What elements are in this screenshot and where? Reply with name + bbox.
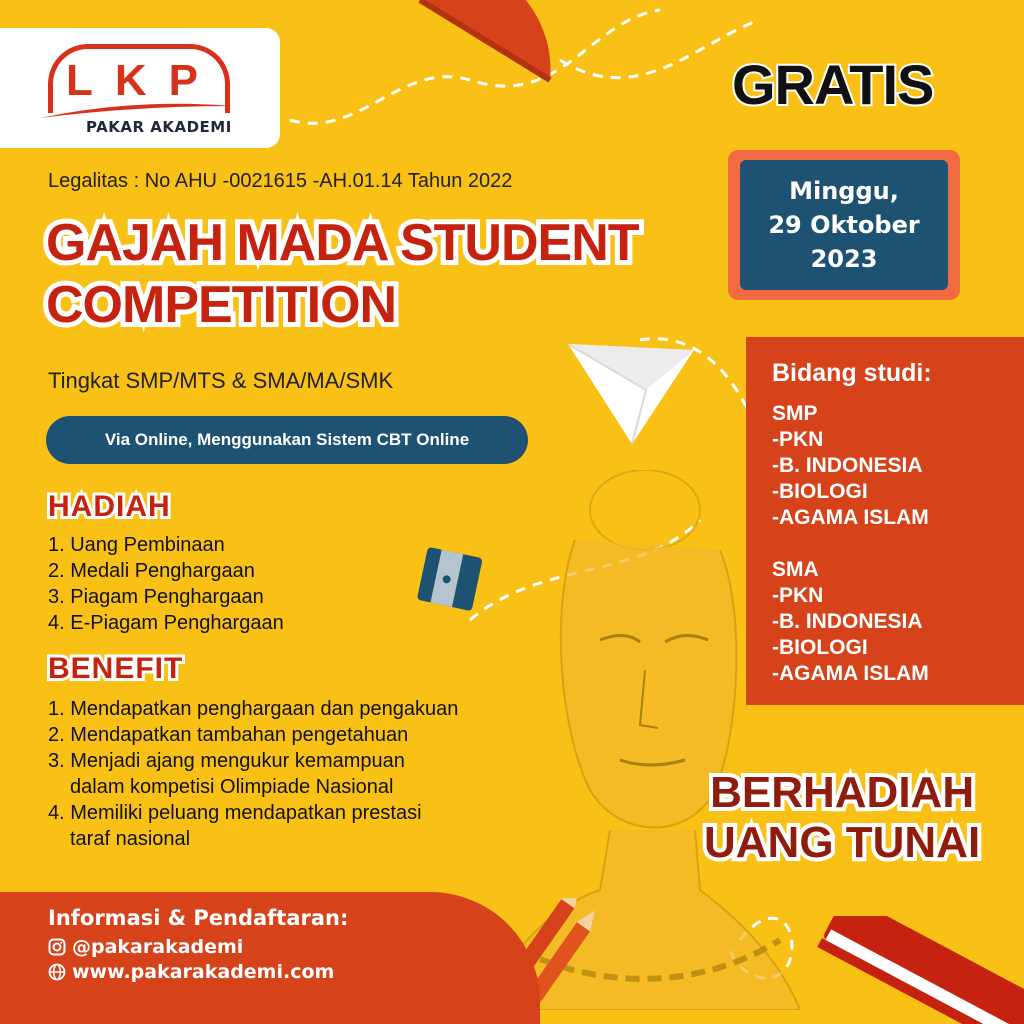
title-line-1: GAJAH MADA STUDENT xyxy=(46,214,639,272)
list-item: 4. Memiliki peluang mendapatkan prestasi xyxy=(48,802,422,824)
smp-label: SMP xyxy=(772,402,818,425)
prize-line-2: UANG TUNAI xyxy=(704,818,981,867)
page-title xyxy=(46,212,726,336)
instagram-icon xyxy=(48,938,66,956)
subject-item: -AGAMA ISLAM xyxy=(772,662,929,685)
protractor-icon xyxy=(400,0,560,120)
logo-letters: LKP xyxy=(66,56,220,105)
subject-item: -BIOLOGI xyxy=(772,636,868,659)
list-item: 1. Uang Pembinaan xyxy=(48,534,225,556)
subject-item: -BIOLOGI xyxy=(772,480,868,503)
globe-icon xyxy=(48,963,66,981)
footer-instagram[interactable] xyxy=(48,936,243,958)
subject-item: -PKN xyxy=(772,428,824,451)
footer-title: Informasi & Pendaftaran: xyxy=(48,906,349,930)
list-item-continuation: dalam kompetisi Olimpiade Nasional xyxy=(70,776,394,798)
book-icon xyxy=(808,916,1024,1024)
prize-line-1: BERHADIAH xyxy=(710,768,975,817)
sma-label: SMA xyxy=(772,558,819,581)
prize-banner xyxy=(704,768,980,868)
bidang-panel xyxy=(746,337,1024,705)
logo-subtitle: PAKAR AKADEMI xyxy=(86,118,232,136)
title-line-2: COMPETITION xyxy=(46,276,397,334)
via-pill: Via Online, Menggunakan Sistem CBT Online xyxy=(46,416,528,464)
date-day: Minggu, xyxy=(789,177,899,205)
bidang-title: Bidang studi: xyxy=(772,359,932,387)
subject-item: -AGAMA ISLAM xyxy=(772,506,929,529)
benefit-title: BENEFIT xyxy=(48,652,184,685)
date-year: 2023 xyxy=(810,245,878,273)
hadiah-list xyxy=(48,532,284,636)
sharpener-icon xyxy=(412,540,488,616)
subject-item: -B. INDONESIA xyxy=(772,610,923,633)
list-item: 2. Mendapatkan tambahan pengetahuan xyxy=(48,724,409,746)
list-item-continuation: taraf nasional xyxy=(70,828,191,850)
subject-item: -B. INDONESIA xyxy=(772,454,923,477)
list-item: 3. Piagam Penghargaan xyxy=(48,586,264,608)
date-day-month: 29 Oktober xyxy=(768,211,920,239)
benefit-list xyxy=(48,696,458,852)
spacer xyxy=(772,531,929,557)
website-url: www.pakarakademi.com xyxy=(72,961,335,983)
list-item: 4. E-Piagam Penghargaan xyxy=(48,612,284,634)
footer-website[interactable] xyxy=(48,961,334,983)
instagram-handle: @pakarakademi xyxy=(72,936,244,958)
gratis-badge: GRATIS xyxy=(732,53,934,116)
list-item: 2. Medali Penghargaan xyxy=(48,560,255,582)
paper-plane-icon xyxy=(568,336,698,448)
legal-text: Legalitas : No AHU -0021615 -AH.01.14 Tahun 2022 xyxy=(48,170,513,192)
subject-item: -PKN xyxy=(772,584,824,607)
list-item: 3. Menjadi ajang mengukur kemampuan xyxy=(48,750,405,772)
hadiah-title: HADIAH xyxy=(48,490,171,523)
list-item: 1. Mendapatkan penghargaan dan pengakuan xyxy=(48,698,459,720)
level-text: Tingkat SMP/MTS & SMA/MA/SMK xyxy=(48,368,394,393)
bidang-list xyxy=(772,401,929,687)
date-board-inner xyxy=(740,160,948,290)
